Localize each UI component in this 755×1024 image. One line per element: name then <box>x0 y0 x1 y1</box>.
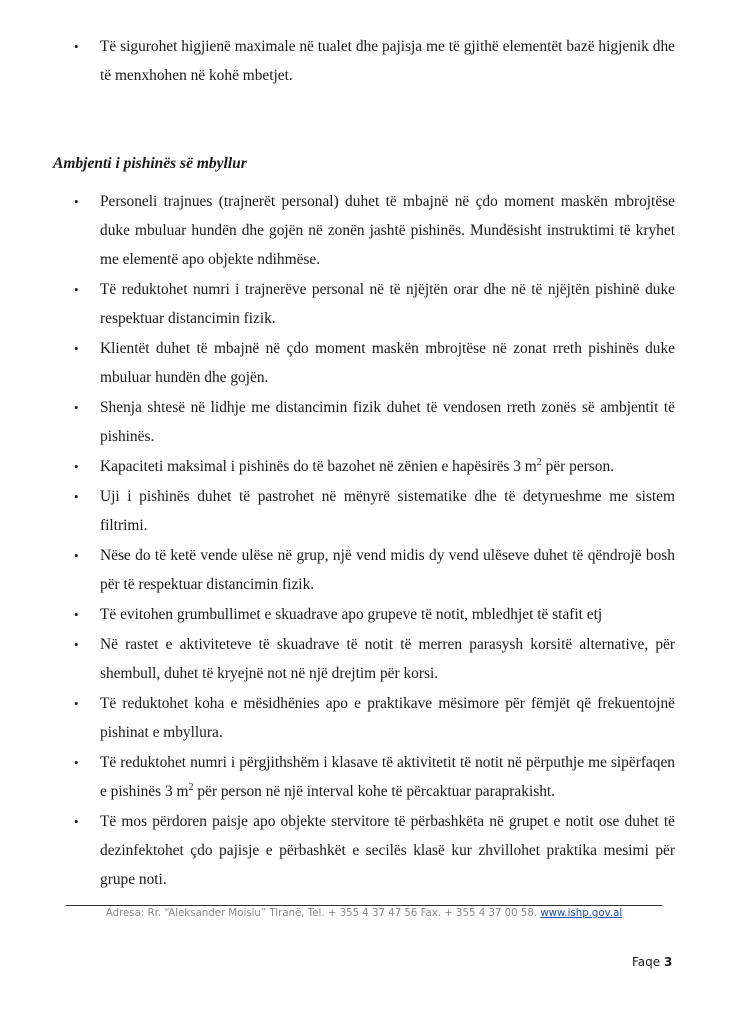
section-bullet-list <box>53 187 675 895</box>
bullet-icon: • <box>74 400 79 415</box>
list-item <box>53 482 675 540</box>
section-heading: Ambjenti i pishinës së mbyllur <box>53 155 247 172</box>
list-item-text: Në rastet e aktiviteteve të skuadrave të notit të merren parasysh korsitë alternative, për shembull, duhet të kryejnë not në një drejtim për korsi. <box>100 636 675 682</box>
bullet-icon: • <box>74 607 79 622</box>
bullet-icon: • <box>74 341 79 356</box>
page-number-value: 3 <box>663 955 673 969</box>
superscript: 2 <box>536 457 542 468</box>
bullet-icon: • <box>74 814 79 829</box>
bullet-icon: • <box>74 489 79 504</box>
footer-address <box>66 908 662 919</box>
list-item <box>53 32 675 90</box>
list-item <box>53 452 675 481</box>
bullet-icon: • <box>74 459 79 474</box>
list-item-text: për person. <box>541 458 615 475</box>
list-item-text: Personeli trajnues (trajnerët personal) duhet të mbajnë në çdo moment maskën mbrojtëse duke mbuluar hundën dhe gojën në zonën jashtë pishinës. Mundësisht instruktimi të kryhet me elementë apo objekte ndihmëse. <box>100 193 675 268</box>
list-item-text: Nëse do të ketë vende ulëse në grup, një vend midis dy vend ulëseve duhet të qëndrojë bosh për të respektuar distancimin fizik. <box>100 547 675 593</box>
list-item-text: Të reduktohet numri i trajnerëve personal në të njëjtën orar dhe në të njëjtën pishinë duke respektuar distancimin fizik. <box>100 281 675 327</box>
list-item <box>53 748 675 806</box>
page-number <box>632 955 672 969</box>
list-item-text: për person në një interval kohe të përcaktuar paraprakisht. <box>193 783 556 800</box>
bullet-icon: • <box>74 637 79 652</box>
page-label: Faqe <box>632 955 664 969</box>
list-item-text: Të sigurohet higjienë maximale në tualet dhe pajisja me të gjithë elementët bazë higjenik dhe të menxhohen në kohë mbetjet. <box>100 38 675 84</box>
list-item-text: Të reduktohet koha e mësidhënies apo e praktikave mësimore për fëmjët që frekuentojnë pishinat e mbyllura. <box>100 695 675 741</box>
bullet-icon: • <box>74 548 79 563</box>
list-item-text: Uji i pishinës duhet të pastrohet në mënyrë sistematike dhe të detyrueshme me sistem filtrimi. <box>100 488 675 534</box>
list-item <box>53 187 675 274</box>
list-item <box>53 275 675 333</box>
list-item-text: Shenja shtesë në lidhje me distancimin fizik duhet të vendosen rreth zonës së ambjentit të pishinës. <box>100 399 675 445</box>
list-item-text: Kapaciteti maksimal i pishinës do të bazohet në zënien e hapësirës 3 m <box>100 458 537 475</box>
bullet-icon: • <box>74 39 79 54</box>
top-bullet-list <box>53 32 675 90</box>
list-item <box>53 393 675 451</box>
list-item <box>53 630 675 688</box>
list-item-text: Të evitohen grumbullimet e skuadrave apo grupeve të notit, mbledhjet të stafit etj <box>100 606 603 623</box>
list-item <box>53 807 675 894</box>
list-item-text: Të mos përdoren paisje apo objekte stervitore të përbashkëta në grupet e notit ose duhet të dezinfektohet çdo pajisje e përbashkët e secilës klasë kur zhvillohet praktika mesimi për grupe noti. <box>100 813 675 888</box>
bullet-icon: • <box>74 755 79 770</box>
list-item-text: Klientët duhet të mbajnë në çdo moment maskën mbrojtëse në zonat rreth pishinës duke mbuluar hundën dhe gojën. <box>100 340 675 386</box>
footer-divider <box>66 905 662 906</box>
bullet-icon: • <box>74 696 79 711</box>
address-text: Adresa: Rr. “Aleksander Moisiu” Tiranë, Tel. + 355 4 37 47 56 Fax. + 355 4 37 00 58. <box>105 908 541 919</box>
website-link[interactable]: www.ishp.gov.al <box>540 908 623 919</box>
bullet-icon: • <box>74 282 79 297</box>
list-item-text: Të reduktohet numri i përgjithshëm i klasave të aktivitetit të notit në përputhje me sipërfaqen e pishinës 3 m <box>100 754 675 800</box>
bullet-icon: • <box>74 194 79 209</box>
list-item <box>53 334 675 392</box>
list-item <box>53 600 675 629</box>
superscript: 2 <box>188 782 194 793</box>
list-item <box>53 541 675 599</box>
list-item <box>53 689 675 747</box>
